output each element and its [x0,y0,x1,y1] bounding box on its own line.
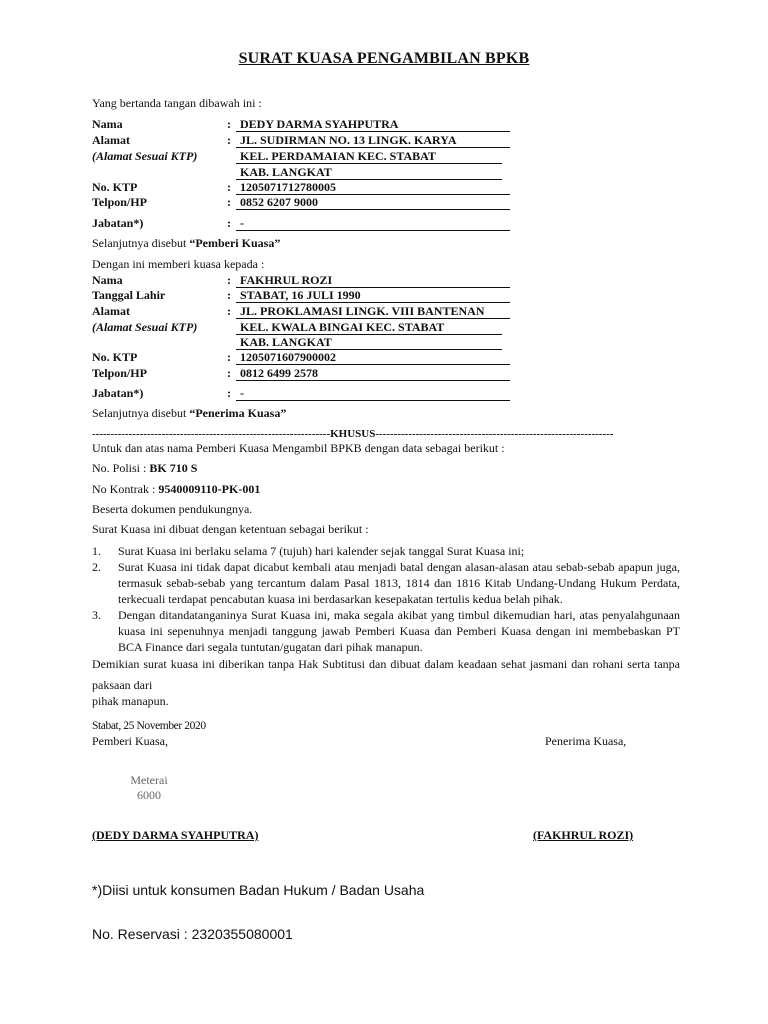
receiver-tgl-value: STABAT, 16 JULI 1990 [236,288,510,303]
giver-alamat-label: Alamat [92,133,130,147]
receiver-role: “Penerima Kuasa” [189,406,287,420]
term-number: 2. [92,560,101,574]
khusus-divider: -----------------------------------------------------------------KHUSUS----------------------------------------------------------------- [92,428,614,440]
receiver-selanjutnya [92,406,286,421]
giver-jabatan-label: Jabatan*) [92,216,144,230]
term-item [92,543,680,559]
receiver-telp-value: 0812 6499 2578 [236,366,510,381]
colon: : [227,273,231,287]
closing-paragraph: Demikian surat kuasa ini diberikan tanpa Hak Subtitusi dan dibuat dalam keadaan sehat jasmani dan rohani serta tanpa paksaan dari [92,657,680,692]
signature-pemberi: (DEDY DARMA SYAHPUTRA) [92,828,259,842]
polisi-value: BK 710 S [149,461,198,475]
giver-nama-value: DEDY DARMA SYAHPUTRA [236,117,510,132]
receiver-alamat-line-3: KAB. LANGKAT [236,335,502,350]
signature-penerima: (FAKHRUL ROZI) [533,828,634,842]
receiver-nama-label: Nama [92,273,123,287]
receiver-alamat-line-2: KEL. KWALA BINGAI KEC. STABAT [236,320,502,335]
colon: : [227,216,231,230]
receiver-alamat-line-1: JL. PROKLAMASI LINGK. VIII BANTENAN [236,304,510,319]
kontrak-label: No Kontrak : [92,482,156,496]
giver-telp-label: Telpon/HP [92,195,147,209]
term-item [92,607,680,655]
reservasi-value: 2320355080001 [191,926,293,942]
giver-nama-label: Nama [92,117,123,131]
giver-alamat-line-1: JL. SUDIRMAN NO. 13 LINGK. KARYA [236,133,510,148]
term-item [92,559,680,607]
kontrak-line [92,482,260,497]
kontrak-value: 9540009110-PK-001 [158,482,261,496]
giver-ktp-value: 1205071712780005 [236,180,510,195]
receiver-ktp-value: 1205071607900002 [236,350,510,365]
giver-jabatan-value: - [236,216,510,231]
reservasi-label: No. Reservasi : [92,926,188,942]
meterai-value: 6000 [137,788,161,802]
reservasi-line [92,926,293,942]
giver-alamat-line-2: KEL. PERDAMAIAN KEC. STABAT [236,149,502,164]
term-text: Dengan ditandatanganinya Surat Kuasa ini, maka segala akibat yang timbul dikemudian hari, atas penyalahgunaan kuasa ini sepenuhnya menjadi tanggung jawab Pemberi Kuasa dan Pemberi Kuasa dengan ini membebaskan PT BCA Finance dari segala tuntutan/gugatan dari pihak manapun. [118,608,680,654]
receiver-tgl-label: Tanggal Lahir [92,288,166,302]
polisi-line [92,461,197,476]
colon: : [227,288,231,302]
receiver-intro: Dengan ini memberi kuasa kepada : [92,257,265,271]
pemberi-kuasa-label: Pemberi Kuasa, [92,734,168,748]
khusus-intro: Untuk dan atas nama Pemberi Kuasa Mengambil BPKB dengan data sebagai berikut : [92,441,505,455]
document-title: SURAT KUASA PENGAMBILAN BPKB [238,50,530,67]
colon: : [227,386,231,400]
receiver-alamat-sub-label: (Alamat Sesuai KTP) [92,320,198,334]
giver-role: “Pemberi Kuasa” [189,236,281,250]
intro-text: Yang bertanda tangan dibawah ini : [92,96,262,110]
colon: : [227,195,231,209]
colon: : [227,304,231,318]
polisi-label: No. Polisi : [92,461,147,475]
colon: : [227,180,231,194]
colon: : [227,117,231,131]
receiver-ktp-label: No. KTP [92,350,138,364]
term-number: 1. [92,544,101,558]
footnote: *)Diisi untuk konsumen Badan Hukum / Badan Usaha [92,882,425,898]
giver-alamat-line-3: KAB. LANGKAT [236,165,502,180]
receiver-jabatan-label: Jabatan*) [92,386,144,400]
dokumen-text: Beserta dokumen pendukungnya. [92,502,253,516]
giver-ktp-label: No. KTP [92,180,138,194]
receiver-jabatan-value: - [236,386,510,401]
term-text: Surat Kuasa ini tidak dapat dicabut kembali atau menjadi batal dengan alasan-alasan atau sebab-sebab apapun juga, termasuk sebab-sebab yang tercantum dalam Pasal 1813, 1814 dan 1816 Kitab Undang-Undang Hukum Perdata, terkecuali terdapat pencabutan kuasa ini berdasarkan kesepakatan tertulis kedua belah pihak. [118,560,680,606]
receiver-nama-value: FAKHRUL ROZI [236,273,510,288]
term-text: Surat Kuasa ini berlaku selama 7 (tujuh) hari kalender sejak tanggal Surat Kuasa ini; [118,544,525,558]
place-date: Stabat, 25 November 2020 [92,720,206,732]
meterai-label: Meterai [130,773,168,787]
giver-alamat-sub-label: (Alamat Sesuai KTP) [92,149,198,163]
giver-selanjutnya [92,236,280,251]
colon: : [227,350,231,364]
selanjutnya-prefix: Selanjutnya disebut [92,236,187,250]
term-number: 3. [92,608,101,622]
receiver-telp-label: Telpon/HP [92,366,147,380]
colon: : [227,366,231,380]
selanjutnya-prefix: Selanjutnya disebut [92,406,187,420]
giver-telp-value: 0852 6207 9000 [236,195,510,210]
ketentuan-intro: Surat Kuasa ini dibuat dengan ketentuan sebagai berikut : [92,522,369,536]
meterai-stamp [118,773,180,803]
penerima-kuasa-label: Penerima Kuasa, [545,734,627,748]
colon: : [227,133,231,147]
receiver-alamat-label: Alamat [92,304,130,318]
terms-list [92,543,680,655]
closing-paragraph-end: pihak manapun. [92,694,169,708]
